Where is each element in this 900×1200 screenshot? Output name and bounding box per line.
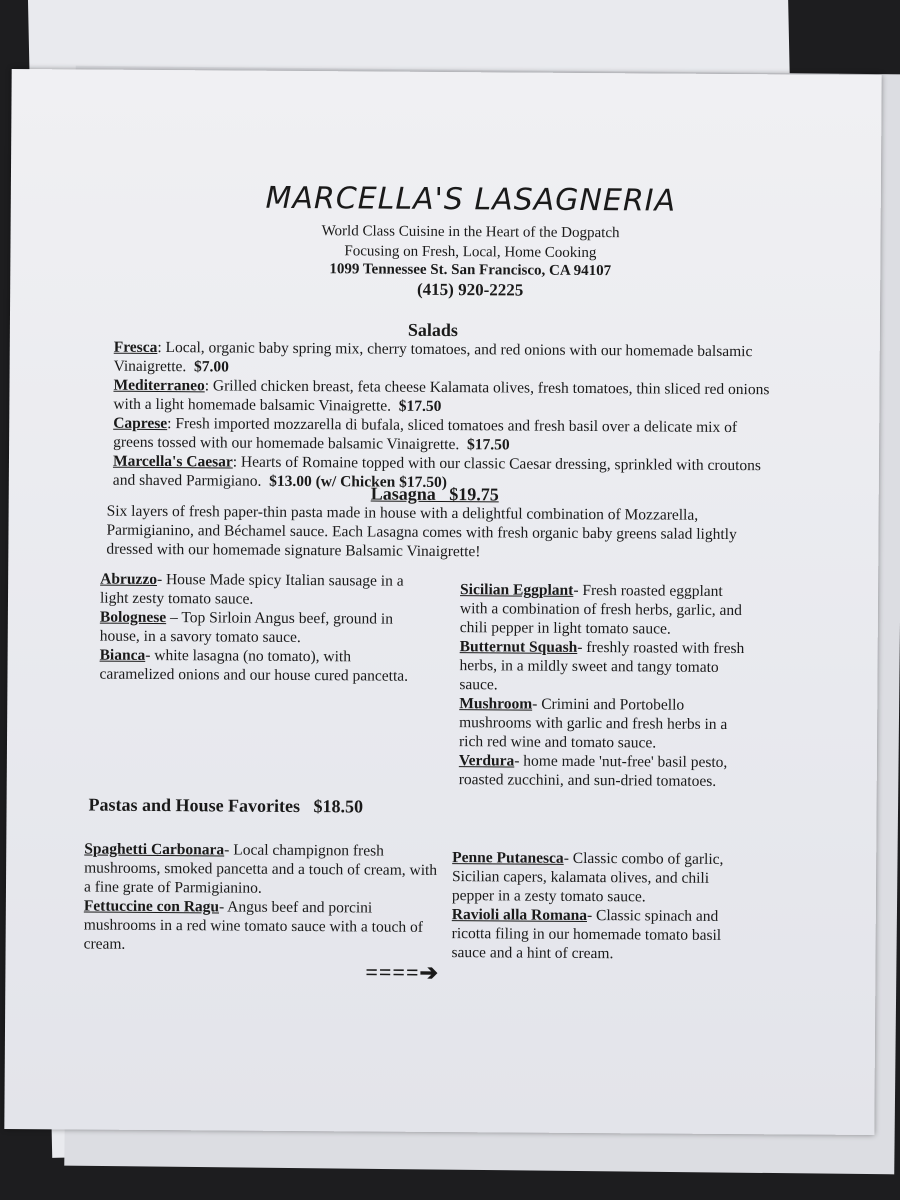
pasta-item <box>452 848 747 907</box>
item-name: Ravioli alla Romana <box>451 906 588 925</box>
item-desc: : Fresh imported mozzarella di bufala, sliced tomatoes and fresh basil over a delicate mix of greens tossed with our homemade balsamic Vinaigrette. <box>113 415 738 454</box>
item-price: $13.00 (w/ Chicken $17.50) <box>269 472 447 492</box>
item-price: $17.50 <box>398 397 442 415</box>
salads-heading: Salads <box>407 319 458 341</box>
focus-line: Focusing on Fresh, Local, Home Cooking <box>344 243 597 262</box>
item-desc: - freshly roasted with fresh herbs, in a mildly sweet and tangy tomato sauce. <box>459 638 745 694</box>
pasta-item <box>84 897 444 957</box>
lasagna-item <box>459 751 749 791</box>
lasagna-item <box>100 570 418 610</box>
item-desc: - Crimini and Portobello mushrooms with garlic and fresh herbs in a rich red wine and tomato sauce. <box>458 695 728 752</box>
item-name: Mediterraneo <box>113 376 205 395</box>
lasagna-item <box>459 694 749 753</box>
salad-item <box>114 338 779 381</box>
menu-page <box>4 69 881 1135</box>
item-desc: - House Made spicy Italian sausage in a light zesty tomato sauce. <box>99 571 404 608</box>
pastas-left-column <box>84 840 445 957</box>
item-name: Abruzzo <box>100 570 158 589</box>
item-name: Verdura <box>458 752 515 770</box>
salad-item <box>113 376 778 419</box>
item-name: Mushroom <box>459 695 533 713</box>
pastas-heading-text: Pastas and House Favorites <box>88 794 301 817</box>
item-name: Penne Putanesca <box>452 849 564 867</box>
lasagna-item <box>460 580 750 639</box>
lasagna-item <box>100 608 418 648</box>
item-name: Spaghetti Carbonara <box>84 840 225 859</box>
lasagna-right-column <box>459 580 750 791</box>
item-name: Fresca <box>113 338 158 356</box>
continue-arrow-icon: ====➔ <box>365 959 440 985</box>
lasagna-heading: Lasagna $19.75 <box>370 483 499 505</box>
item-name: Marcella's Caesar <box>112 452 233 471</box>
item-name: Sicilian Eggplant <box>460 581 574 599</box>
phone: (415) 920-2225 <box>416 279 524 300</box>
item-name: Caprese <box>113 414 168 433</box>
tagline: World Class Cuisine in the Heart of the Dogpatch <box>321 223 620 242</box>
item-desc: : Hearts of Romaine topped with our classic Caesar dressing, sprinkled with croutons and shaved Parmigiano. <box>112 453 762 490</box>
lasagna-left-column <box>99 570 418 686</box>
item-desc: - home made 'nut-free' basil pesto, roasted zucchini, and sun-dried tomatoes. <box>458 752 728 790</box>
item-desc: - Local champignon fresh mushrooms, smoked pancetta and a touch of cream, with a fine grate of Parmigianino. <box>83 841 438 897</box>
item-name: Butternut Squash <box>459 638 578 656</box>
item-desc: : Local, organic baby spring mix, cherry tomatoes, and red onions with our homemade balsamic Vinaigrette. <box>113 339 753 376</box>
address: 1099 Tennessee St. San Francisco, CA 94107 <box>329 261 612 280</box>
item-desc: - Classic combo of garlic, Sicilian capers, kalamata olives, and chili pepper in a zesty tomato sauce. <box>451 849 724 906</box>
item-name: Bianca <box>99 646 146 664</box>
item-desc: : Grilled chicken breast, feta cheese Kalamata olives, fresh tomatoes, thin sliced red onions with a light homemade balsamic Vinaigrette. <box>113 377 770 415</box>
lasagna-item <box>99 646 417 686</box>
pastas-heading <box>89 795 364 818</box>
pasta-item <box>84 840 444 900</box>
item-desc: - white lasagna (no tomato), with caramelized onions and our house cured pancetta. <box>99 646 409 685</box>
lasagna-item <box>459 637 749 696</box>
item-desc: - Classic spinach and ricotta filing in our homemade tomato basil sauce and a hint of cream. <box>451 907 722 963</box>
item-desc: – Top Sirloin Angus beef, ground in house, in a savory tomato sauce. <box>99 609 394 647</box>
item-price: $17.50 <box>466 436 510 454</box>
pastas-price: $18.50 <box>313 796 364 817</box>
item-price: $7.00 <box>193 358 229 376</box>
pastas-right-column <box>451 848 747 964</box>
pasta-item <box>451 905 746 964</box>
restaurant-title: MARCELLA'S LASAGNERIA <box>265 180 677 219</box>
item-desc: - Angus beef and porcini mushrooms in a red wine tomato sauce with a touch of cream. <box>83 898 423 953</box>
salads-list <box>113 338 779 495</box>
item-name: Bolognese <box>99 608 167 627</box>
lasagna-description: Six layers of fresh paper-thin pasta made in house with a delightful combination of Mozzarella, Parmigianino, and Béchamel sauce. Each Lasagna comes with fresh organic baby greens salad lightly dressed with our homemade signature Balsamic Vinaigrette! <box>106 502 737 561</box>
salad-item <box>113 414 778 457</box>
item-desc: - Fresh roasted eggplant with a combination of fresh herbs, garlic, and chili pepper in light tomato sauce. <box>459 581 742 638</box>
item-name: Fettuccine con Ragu <box>83 897 220 916</box>
